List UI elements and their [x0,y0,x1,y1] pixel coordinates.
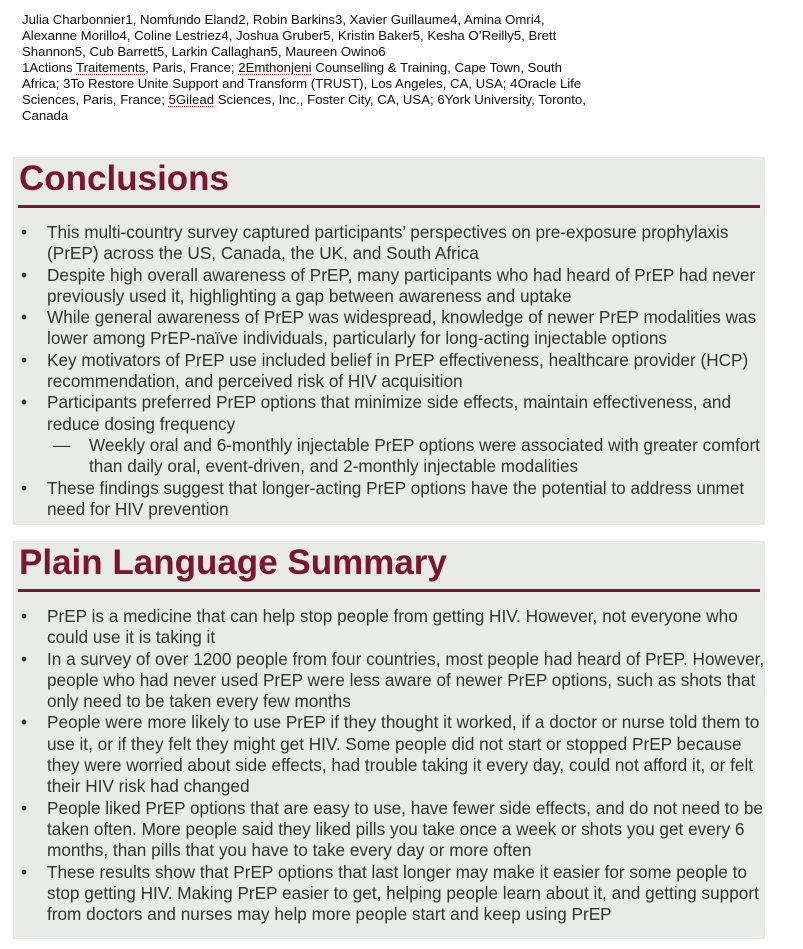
author-line: Shannon5, Cub Barrett5, Larkin Callaghan5, Maureen Owino6 [22,44,386,59]
bullet-icon: • [21,606,28,626]
list-item-text: In a survey of over 1200 people from four countries, most people had heard of PrEP. However, people who had never used PrEP were less aware of newer PrEP options, such as shots that only need to be taken every few months [47,648,765,712]
list-item-text: These results show that PrEP options that last longer may make it easier for some people to stop getting HIV. Making PrEP easier to get, helping people learn about it, and getting support from doctors and nurses may help more people start and keep using PrEP [47,861,759,925]
summary-title: Plain Language Summary [19,543,447,582]
bullet-icon: • [21,712,28,733]
list-item [13,222,765,265]
affiliation-line: Canada [22,108,69,123]
bullet-icon: • [21,477,28,498]
affiliation-text: 1Actions [22,60,77,75]
list-item [13,350,765,393]
bullet-icon: • [21,861,28,882]
list-item [13,712,765,797]
list-item [13,606,765,649]
list-item-text: These findings suggest that longer-acting PrEP options have the potential to address unmet need for HIV prevention [47,477,745,519]
author-line: Alexanne Morillo4, Coline Lestriez4, Joshua Gruber5, Kristin Baker5, Kesha O’Reilly5, Brett [22,28,557,43]
summary-list [13,606,765,925]
list-item [13,649,765,713]
list-item [13,798,765,862]
list-item [13,392,765,435]
summary-rule [18,589,760,592]
affiliation-text-spellcheck: 2Emthonjeni [238,60,312,75]
list-item-text: While general awareness of PrEP was widespread, knowledge of newer PrEP modalities was lower among PrEP-naïve individuals, particularly for long-acting injectable options [47,307,757,349]
author-line: Julia Charbonnier1, Nomfundo Eland2, Robin Barkins3, Xavier Guillaume4, Amina Omri4, [22,12,545,27]
list-item [13,265,765,308]
conclusions-panel [13,157,765,525]
plain-language-summary-panel [13,541,765,939]
affiliation-text: , Paris, France; [145,60,239,75]
affiliation-line: Africa; 3To Restore Unite Support and Transform (TRUST), Los Angeles, CA, USA; 4Oracle Life [22,76,582,91]
affiliation-text-spellcheck: 5Gilead [168,92,215,107]
list-item-text: Key motivators of PrEP use included belief in PrEP effectiveness, healthcare provider (HCP) recommendation, and perceived risk of HIV acquisition [47,349,749,392]
bullet-icon: • [21,648,28,669]
list-item [13,862,765,926]
list-item [13,478,765,521]
bullet-icon: • [21,307,28,328]
affiliation-text-spellcheck: Traitements [76,60,146,75]
bullet-icon: • [21,222,28,242]
sub-list-item [13,435,765,478]
affiliation-line [22,92,662,108]
list-item-text: Despite high overall awareness of PrEP, many participants who had heard of PrEP had never previously used it, highlighting a gap between awareness and uptake [47,264,756,306]
affiliation-text: Sciences, Paris, France; [22,92,169,107]
bullet-icon: • [21,797,28,818]
conclusions-title: Conclusions [19,159,230,198]
list-item-text: This multi-country survey captured participants’ perspectives on pre-exposure prophylaxis (PrEP) across the US, Canada, the UK, and South Africa [47,222,729,264]
affiliation-text: Counselling & Training, Cape Town, South [311,60,563,75]
author-affiliations [22,12,662,124]
list-item-text: Weekly oral and 6-monthly injectable PrEP options were associated with greater comfort than daily oral, event-driven, and 2-monthly injectable modalities [89,434,760,477]
conclusions-list [13,222,765,520]
list-item-text: People were more likely to use PrEP if they thought it worked, if a doctor or nurse told them to use it, or if they felt they might get HIV. Some people did not start or stopped PrEP because they were worried about side effects, had trouble taking it every day, could not afford it, or felt their HIV risk had changed [47,712,760,797]
affiliation-line [22,60,662,76]
list-item [13,307,765,350]
list-item-text: People liked PrEP options that are easy to use, have fewer side effects, and do not need to be taken often. More people said they liked pills you take once a week or shots you get every 6 months, than pills that you have to take every day or more often [47,797,763,861]
list-item-text: PrEP is a medicine that can help stop people from getting HIV. However, not everyone who could use it is taking it [47,606,738,648]
dash-icon: — [53,434,71,455]
list-item-text: Participants preferred PrEP options that minimize side effects, maintain effectiveness, and reduce dosing frequency [47,392,732,434]
bullet-icon: • [21,392,28,413]
affiliation-text: Sciences, Inc., Foster City, CA, USA; 6York University, Toronto, [214,92,586,107]
bullet-icon: • [21,264,28,285]
bullet-icon: • [21,349,28,370]
conclusions-rule [18,205,760,208]
